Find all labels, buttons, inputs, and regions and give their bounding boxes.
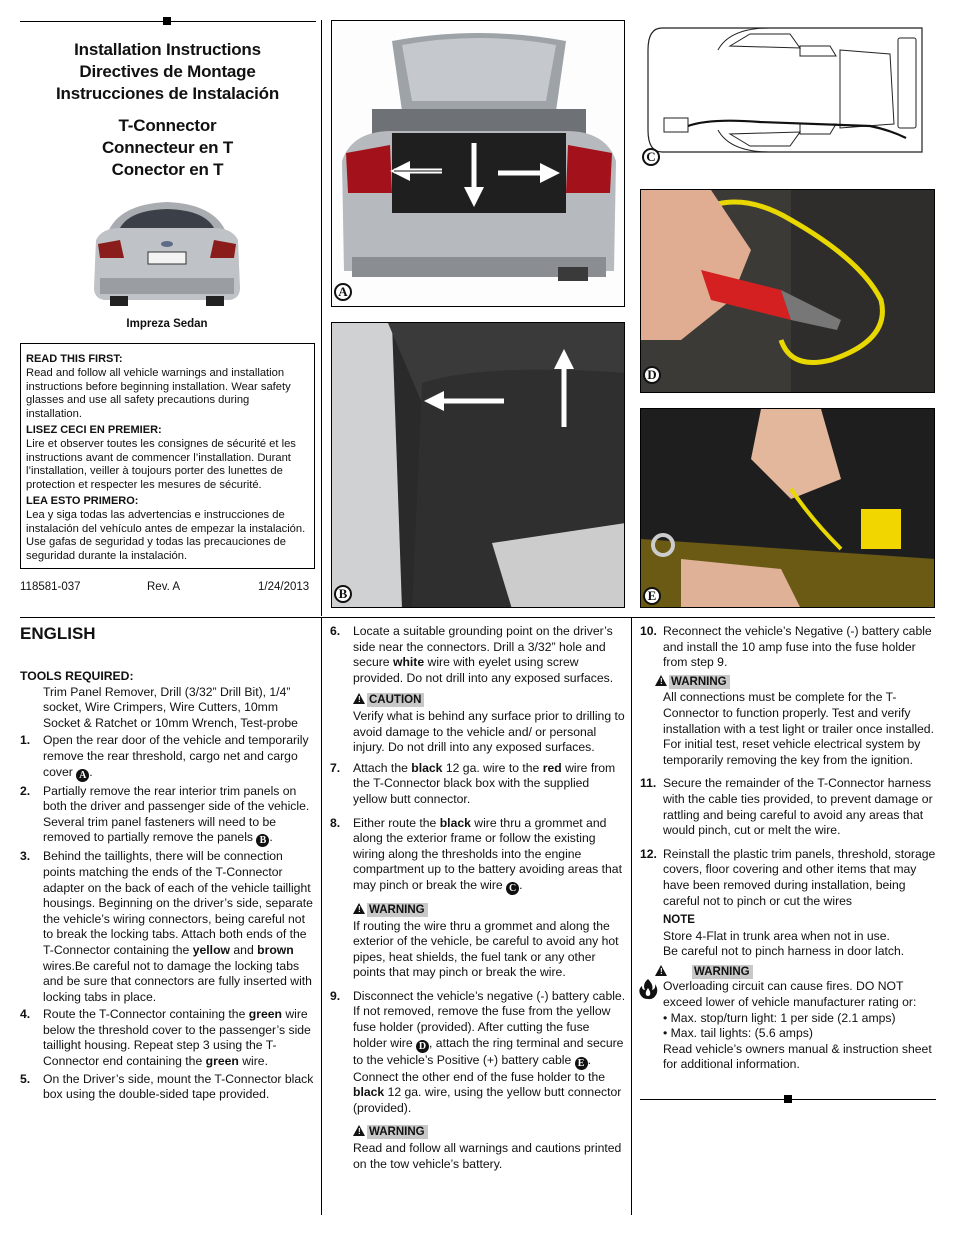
column-2 [330, 624, 626, 1172]
step-2: 2. Partially remove the rear interior trim panels on both the driver and passenger side of the vehicle. Several trim panel fasteners will need to be removed to partially remove the panels B . [20, 783, 310, 847]
step-7-black: black [411, 760, 443, 775]
note-block [640, 913, 936, 960]
step-9-text-a: Disconnect the vehicle’s negative (-) battery cable. If not removed, remove the fuse from the yellow fuse holder (provided). After cutting the fuse holder wire [353, 988, 626, 1050]
figure-e-photo [640, 408, 935, 608]
read-first-text-fr: Lire et observer toutes les consignes de sécurité et les instructions avant de commencer l’installation. Durant l’installation, veiller à toujours porter des lunettes de protection et respecter les mesures de sécurité. [26, 437, 296, 492]
product-english: T-Connector [118, 116, 217, 135]
step-8-number: 8. [330, 815, 341, 830]
read-first-title-en: READ THIS FIRST: [26, 353, 123, 365]
step-6-text-b: wire with eyelet using screw provided. Do not drill into any exposed surfaces. [353, 655, 614, 685]
step-10-number: 10. [640, 624, 657, 638]
step-11-number: 11. [640, 776, 657, 791]
step-8-text-a: Either route the [353, 815, 437, 830]
step-7 [330, 761, 626, 808]
step-4-green-1: green [248, 1007, 282, 1022]
column-1 [20, 624, 316, 1105]
figure-c-diagram [640, 20, 935, 180]
english-heading: ENGLISH [20, 624, 96, 643]
step-3-text-a: Behind the taillights, there will be connection points matching the ends of the T-Connector adapter on the back of each of the vehicle taillight housings. Beginning on the driver’s side, separate the vehicle’s wiring connectors, being careful not to break the locking tabs. Attach both ends of the T-Connector containing the [43, 849, 313, 957]
step-7-text-a: Attach the [353, 760, 408, 775]
product-french: Connecteur en T [101, 138, 234, 157]
figure-b-photo [331, 322, 625, 608]
step-8-warning-text: If routing the wire thru a grommet and along the exterior of the vehicle, be careful to avoid any hot pipes, heat shields, the fuel tank or any other points that may pinch or break the wire. [353, 918, 619, 980]
header-mark [163, 17, 171, 25]
title-french: Directives de Montage [79, 62, 256, 81]
warning-triangle-icon: ! [353, 1125, 365, 1136]
column-3 [640, 624, 936, 1073]
step-4-text-c: wire. [242, 1054, 268, 1069]
title-block [20, 39, 315, 105]
step-3-number: 3. [20, 849, 31, 864]
note-title: NOTE [663, 914, 695, 927]
caution-block [353, 692, 626, 755]
step-1-text: Open the rear door of the vehicle and temporarily remove the rear threshold, cargo net and cargo cover [43, 733, 309, 779]
step-10-text: Reconnect the vehicle’s Negative (-) battery cable and install the 10 amp fuse into the fuse holder from step 9. [663, 624, 932, 670]
car-caption: Impreza Sedan [126, 318, 208, 330]
column-divider-left [321, 617, 322, 1215]
caution-text: Verify what is behind any surface prior to drilling to avoid damage to the vehicle and/ or personal injury. Do not drill into any exposed surfaces. [353, 708, 625, 755]
tools-title: TOOLS REQUIRED: [20, 669, 134, 683]
warning-triangle-icon: ! [655, 675, 667, 686]
figure-c-label: C [642, 148, 660, 166]
step-5-number: 5. [20, 1071, 31, 1086]
step-6-text-a: Locate a suitable grounding point on the driver’s side near the connectors. Drill a 3/32” hole and secure [353, 624, 613, 670]
revision: Rev. A [147, 581, 181, 593]
fire-icon [638, 978, 658, 1005]
step-9-text-c: . Connect the other end of the fuse holder to the [353, 1052, 606, 1084]
figure-d-label: D [643, 366, 661, 384]
figure-d-ref: D [416, 1040, 429, 1053]
step-9-warning [353, 1124, 626, 1172]
step-7-number: 7. [330, 760, 341, 775]
step-7-text-b: 12 ga. wire to the [445, 760, 540, 775]
step-3 [20, 849, 316, 1005]
footer-mark [784, 1095, 792, 1103]
step-11 [640, 776, 936, 838]
read-first-text-en: Read and follow all vehicle warnings and installation instructions before beginning installation. Wear safety glasses and use all safety precautions during installation. [26, 366, 291, 421]
figure-e-label: E [643, 587, 661, 605]
fire-warning-bullet-1: • Max. stop/turn light: 1 per side (2.1 amps) [663, 1010, 896, 1025]
step-8-warning-label: WARNING [367, 903, 428, 917]
doc-date: 1/24/2013 [258, 581, 310, 593]
step-5-text: On the Driver’s side, mount the T-Connector black box using the double-sided tape provided. [43, 1071, 314, 1102]
step-9-warning-text: Read and follow all warnings and cautions printed on the tow vehicle’s battery. [353, 1141, 622, 1171]
step-11-text: Secure the remainder of the T-Connector harness with the cable ties provided, to prevent damage or rattling and being careful to avoid any areas that would pinch, cut or melt the wire. [663, 776, 933, 838]
step-6 [330, 624, 626, 686]
fire-warning-text-2: Read vehicle’s owners manual & instruction sheet for additional information. [663, 1041, 932, 1072]
step-3-text-b: wires.Be careful not to damage the locking tabs and be sure that connectors are fully inserted with locking tabs in place. [43, 958, 312, 1004]
step-9-number: 9. [330, 988, 341, 1003]
read-first-title-fr: LISEZ CECI EN PREMIER: [26, 423, 162, 436]
step-2-number: 2. [20, 783, 31, 798]
note-line-1: Store 4-Flat in trunk area when not in use. [663, 928, 890, 943]
step-3-brown: brown [257, 942, 294, 957]
step-9-black: black [353, 1085, 385, 1100]
caution-label: CAUTION [367, 693, 424, 707]
title-english: Installation Instructions [74, 40, 261, 59]
step-12-text: Reinstall the plastic trim panels, threshold, storage covers, floor covering and other items that may have been removed during installation, being careful not to pinch or cut the wires [663, 846, 936, 908]
step-9-text-d: 12 ga. wire, using the yellow butt connector (provided). [353, 1085, 622, 1115]
step-9-text-b: , attach the ring terminal and secure to the vehicle’s Positive (+) battery cable [353, 1035, 624, 1067]
step-10 [640, 624, 936, 671]
step-7-text-c: wire from the T-Connector black box with the supplied yellow butt connector. [353, 760, 616, 806]
step-4-text-b: wire below the threshold cover to the passenger’s side taillight housing. Repeat step 3 using the T-Connector end containing the [43, 1007, 311, 1069]
step-4-green-2: green [205, 1054, 239, 1069]
fire-warning-block [640, 964, 936, 1073]
fire-warning-text: Overloading circuit can cause fires. DO NOT exceed lower of vehicle manufacturer rating or: [663, 979, 917, 1010]
warning-triangle-icon: ! [353, 903, 365, 914]
figure-b-ref: B [256, 834, 269, 847]
step-4-number: 4. [20, 1007, 31, 1022]
figure-c-ref: C [506, 882, 519, 895]
step-8-black: black [439, 815, 471, 830]
fire-warning-label: WARNING [692, 965, 753, 979]
note-line-2: Be careful not to pinch harness in door latch. [663, 944, 905, 959]
step-12 [640, 847, 936, 909]
step-6-number: 6. [330, 624, 341, 638]
warning-triangle-icon: ! [655, 965, 667, 976]
step-4 [20, 1007, 316, 1069]
figure-a-ref: A [76, 769, 89, 782]
step-9 [330, 989, 626, 1117]
tools-text: Trim Panel Remover, Drill (3/32” Drill Bit), 1/4” socket, Wire Crimpers, Wire Cutters, 10mm Socket & Ratchet or 10mm Wrench, Test-probe [43, 684, 298, 730]
title-spanish: Instrucciones de Instalación [55, 84, 280, 103]
figure-e-ref: E [575, 1057, 588, 1070]
product-block [20, 115, 315, 181]
step-3-yellow: yellow [192, 942, 230, 957]
column-divider-top [321, 20, 322, 616]
step-12-number: 12. [640, 846, 657, 861]
step-4-text-a: Route the T-Connector containing the [43, 1007, 246, 1022]
read-first-text-es: Lea y siga todas las advertencias e instrucciones de instalación del vehículo antes de empezar la instalación. Use gafas de seguridad y todas las precauciones de seguridad durante la instalación. [26, 508, 306, 563]
warning-triangle-icon: ! [353, 693, 365, 704]
step-10-warning [660, 674, 936, 769]
read-first-box [20, 343, 315, 569]
figure-a-photo [331, 20, 625, 307]
figure-a-label: A [334, 283, 352, 301]
step-8-text-b: wire thru a grommet and along the exterior frame or follow the existing wiring along the thresholds into the engine compartment up to the battery avoiding areas that may pinch or break the wire [353, 815, 622, 892]
step-10-warning-label: WARNING [669, 675, 730, 689]
step-1: 1. Open the rear door of the vehicle and temporarily remove the rear threshold, cargo net and cargo cover A . [20, 733, 309, 781]
part-number: 118581-037 [20, 581, 81, 593]
section-divider [20, 617, 935, 618]
step-10-warning-text: All connections must be complete for the T-Connector to function properly. Test and verify installation with a test light or trailer once installed. For initial test, reset vehicle electrical system by temporarily removing the key from the ignition. [663, 690, 934, 767]
product-spanish: Conector en T [111, 160, 224, 179]
read-first-title-es: LEA ESTO PRIMERO: [26, 494, 139, 507]
step-7-red: red [542, 760, 562, 775]
step-2-text: Partially remove the rear interior trim panels on both the driver and passenger side of the vehicle. Several trim panel fasteners will need to be removed to partially remove the panels [43, 783, 310, 845]
fire-warning-bullet-2: • Max. tail lights: (5.6 amps) [663, 1026, 813, 1041]
column-divider-right [631, 617, 632, 1215]
figure-b-label: B [334, 585, 352, 603]
step-8-warning [353, 902, 626, 981]
figure-d-photo [640, 189, 935, 393]
car-photo [90, 192, 244, 310]
step-6-white: white [392, 655, 425, 670]
step-9-warning-label: WARNING [367, 1125, 428, 1139]
step-1-number: 1. [20, 733, 31, 748]
step-8: 8. Either route the black wire thru a grommet and along the exterior frame or follow the existing wiring along the thresholds into the engine compartment up to the battery avoiding areas that may pinch or break the wire C . [330, 815, 622, 894]
step-5 [20, 1072, 316, 1103]
step-3-and: and [233, 942, 254, 957]
